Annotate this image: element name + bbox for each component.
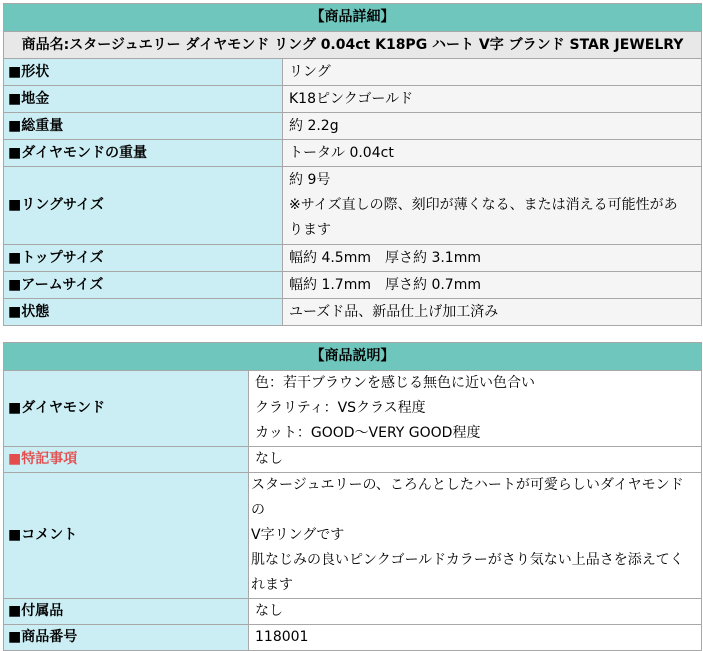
ring-size-label: ■リングサイズ [4,167,283,245]
diamond-cut: カット：GOOD～VERY GOOD程度 [255,425,481,441]
total-weight-value: 約 2.2g [283,113,702,140]
condition-label: ■状態 [4,299,283,326]
arm-size-label: ■アームサイズ [4,272,283,299]
special-notes-value: なし [249,447,702,473]
diamond-weight-label: ■ダイヤモンドの重量 [4,140,283,167]
description-header: 【商品説明】 [4,343,702,371]
accessories-label: ■付属品 [4,599,249,625]
diamond-value [249,371,702,447]
ring-size-line: 約 9号 [289,172,331,188]
comment-line-2: V字リングです [251,527,345,543]
comment-line-4: れます [251,577,293,593]
product-name: 商品名:スタージュエリー ダイヤモンド リング 0.04ct K18PG ハート V字 ブランド STAR JEWELRY [4,32,702,59]
product-details-table [3,3,702,326]
details-header: 【商品詳細】 [4,4,702,32]
item-number-value: 118001 [249,625,702,651]
ring-size-note-cont: ります [289,222,331,238]
ring-size-note: ※サイズ直しの際、刻印が薄くなる、または消える可能性があ [289,197,678,213]
total-weight-label: ■総重量 [4,113,283,140]
condition-value: ユーズド品、新品仕上げ加工済み [283,299,702,326]
comment-line-3: 肌なじみの良いピンクゴールドカラーがさり気ない上品さを添えてく [251,552,684,568]
item-number-label: ■商品番号 [4,625,249,651]
shape-value: リング [283,59,702,86]
comment-value [249,473,702,599]
diamond-weight-value: トータル 0.04ct [283,140,702,167]
accessories-value: なし [249,599,702,625]
metal-value: K18ピンクゴールド [283,86,702,113]
arm-size-value: 幅約 1.7mm 厚さ約 0.7mm [283,272,702,299]
diamond-color: 色：若干ブラウンを感じる無色に近い色合い [255,375,535,391]
ring-size-value [283,167,702,245]
comment-line-1: スタージュエリーの、ころんとしたハートが可愛らしいダイヤモンドの [251,477,684,518]
top-size-value: 幅約 4.5mm 厚さ約 3.1mm [283,245,702,272]
shape-label: ■形状 [4,59,283,86]
diamond-clarity: クラリティ：VSクラス程度 [255,400,426,416]
comment-label: ■コメント [4,473,249,599]
metal-label: ■地金 [4,86,283,113]
top-size-label: ■トップサイズ [4,245,283,272]
diamond-label: ■ダイヤモンド [4,371,249,447]
product-description-table [3,342,702,651]
special-notes-label: ■特記事項 [4,447,249,473]
